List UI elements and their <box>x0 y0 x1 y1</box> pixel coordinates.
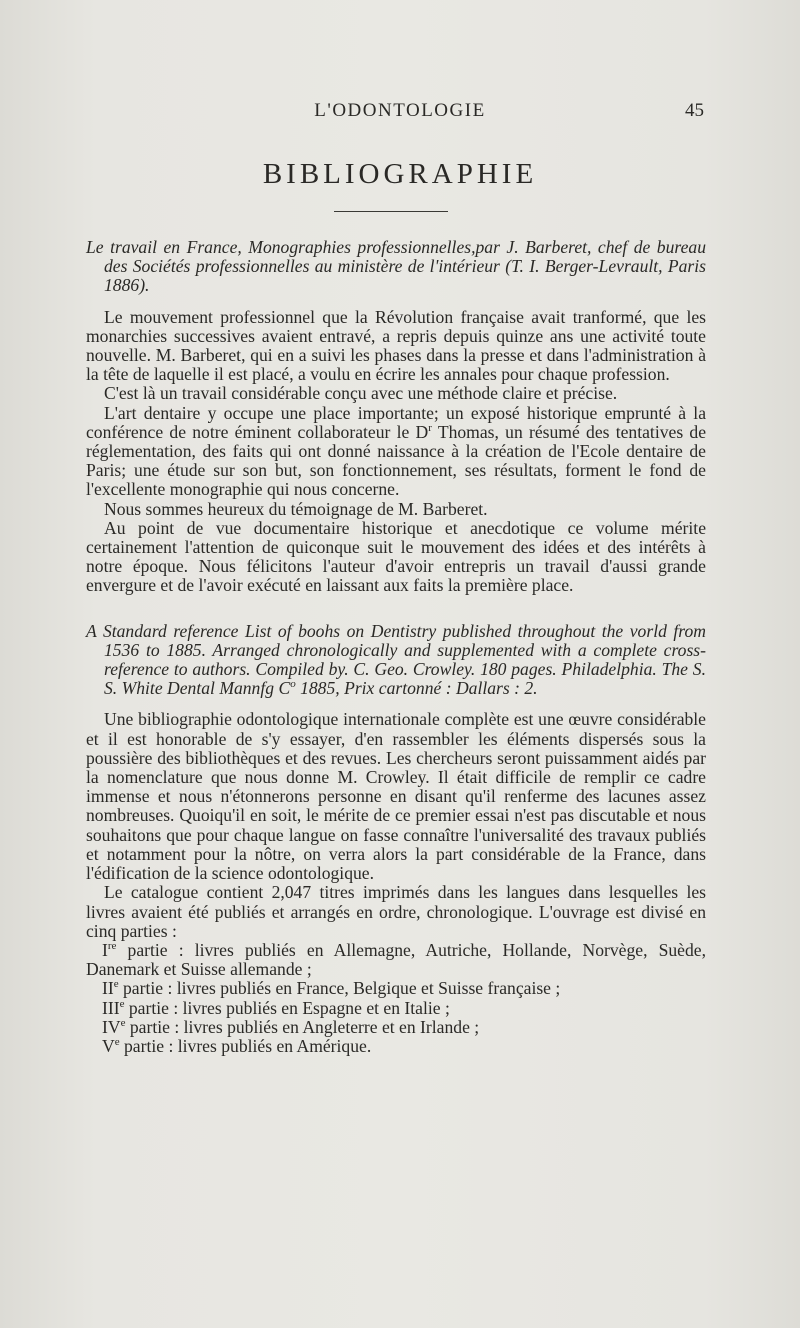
superscript: e <box>120 1016 126 1029</box>
list-item <box>86 1037 706 1056</box>
article-body <box>86 238 706 1056</box>
entry-2-citation <box>86 622 706 699</box>
part-text: partie : livres publiés en France, Belgique et Suisse française ; <box>118 978 561 999</box>
entry-1-paragraph <box>86 404 706 500</box>
list-item <box>86 999 706 1018</box>
superscript: r <box>428 421 432 434</box>
part-number: IV <box>102 1016 121 1037</box>
superscript: e <box>114 1036 120 1049</box>
citation-text: 1885, Prix cartonné : Dallars : 2. <box>295 678 538 699</box>
running-title: L'ODONTOLOGIE <box>314 100 486 121</box>
list-item <box>86 979 706 998</box>
entry-1-paragraph: Au point de vue documentaire historique et anecdotique ce volume mérite certainement l'attention de quiconque suit le mouvement des idées et des intérêts à notre époque. Nous félicitons l'auteur d'avoir entrepris un travail d'aussi grande envergure et de l'avoir exécuté en laissant aux faits la première place. <box>86 517 706 596</box>
paragraph-text: Thomas, un résumé des tentatives de réglementation, des faits qui ont donné naissance à la création de l'Ecole dentaire de Paris; une étude sur son but, son fonctionnement, ses résultats, forment le fond de l'excellente monographie qui nous concerne. <box>86 421 707 500</box>
list-item <box>86 941 706 979</box>
superscript: o <box>290 678 296 691</box>
entry-2-paragraph: Le catalogue contient 2,047 titres imprimés dans les langues dans lesquelles les livres avaient été publiés et arrangés en ordre, chronologique. L'ouvrage est divisé en cinq parties : <box>86 882 706 941</box>
part-text: partie : livres publiés en Angleterre et en Irlande ; <box>125 1016 480 1037</box>
paragraph-text: L'art dentaire y occupe une place importante; un exposé historique emprunté à la conférence de notre éminent collaborateur le D <box>86 402 706 442</box>
superscript: e <box>113 978 119 991</box>
part-number: V <box>102 1035 115 1056</box>
entry-1-paragraph: Nous sommes heureux du témoignage de M. Barberet. <box>104 498 488 519</box>
part-text: partie : livres publiés en Allemagne, Autriche, Hollande, Norvège, Suède, Danemark et Suisse allemande ; <box>86 939 706 980</box>
part-number: I <box>102 939 108 960</box>
entry-2-paragraph: Une bibliographie odontologique internationale complète est une œuvre considérable et il est honorable de s'y essayer, d'en rassembler les éléments dispersés sous la poussière des bibliothèques et des revues. Les chercheurs seront puissamment aidés par la nomenclature que nous donne M. Crowley. Il était difficile de remplir ce cadre immense et nous n'étonnerons personne en disant qu'il renferme des lacunes assez nombreuses. Quoiqu'il en soit, le mérite de ce premier essai n'est pas discutable et nous souhaitons que pour chaque langue on fasse connaître l'universalité des travaux publiés et notamment pour la nôtre, on verra alors la part considérable de la France, dans l'édification de la science odontologique. <box>86 709 706 884</box>
part-number: II <box>102 978 114 999</box>
part-text: partie : livres publiés en Espagne et en Italie ; <box>124 997 450 1018</box>
entry-1-paragraph: Le mouvement professionnel que la Révolution française avait tranformé, que les monarchies successives avaient entravé, a repris depuis quinze ans une activité toute nouvelle. M. Barberet, qui en a suivi les phases dans la presse et dans l'administration à la tête de laquelle il est placé, a voulu en écrire les annales pour chaque profession. <box>86 306 706 385</box>
superscript: re <box>107 940 117 953</box>
page-number: 45 <box>685 100 704 121</box>
superscript: e <box>119 997 125 1010</box>
list-item <box>86 1018 706 1037</box>
citation-text: A Standard reference List of boohs on Dentistry published throughout the vorld from 1536 to 1885. Arranged chronologically and supplemented with a complete cross-reference to authors. Compiled by. C. Geo. Crowley. 180 pages. Philadelphia. The S. S. White Dental Mannfg C <box>86 620 706 699</box>
part-text: partie : livres publiés en Amérique. <box>119 1035 372 1056</box>
entry-1-paragraph: C'est là un travail considérable conçu avec une méthode claire et précise. <box>104 383 618 404</box>
title-divider <box>334 211 448 212</box>
running-head <box>0 100 800 130</box>
parts-list <box>86 941 706 1056</box>
section-title: BIBLIOGRAPHIE <box>262 158 538 190</box>
part-number: III <box>102 997 120 1018</box>
entry-1-citation: Le travail en France, Monographies professionnelles,par J. Barberet, chef de bureau des Sociétés professionnelles au ministère de l'intérieur (T. I. Berger-Levrault, Paris 1886). <box>86 237 706 296</box>
